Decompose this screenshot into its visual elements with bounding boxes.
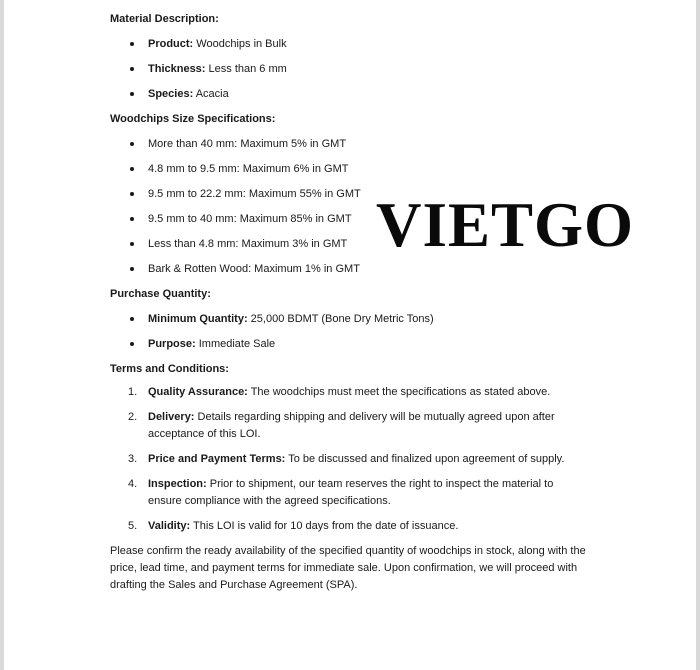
item-label: Minimum Quantity: (148, 313, 248, 325)
list-item (110, 476, 590, 510)
item-text: To be discussed and finalized upon agreement of supply. (285, 453, 565, 465)
list-item: More than 40 mm: Maximum 5% in GMT (110, 134, 590, 159)
list-item (110, 59, 590, 84)
list-item (110, 34, 590, 59)
item-label: Price and Payment Terms: (148, 453, 286, 465)
list-item (110, 84, 590, 109)
purchase-list (110, 309, 590, 359)
section-heading-terms: Terms and Conditions: (110, 363, 229, 375)
list-item (110, 309, 590, 334)
item-number: 2. (128, 411, 138, 423)
list-item (110, 451, 590, 468)
list-item: 9.5 mm to 22.2 mm: Maximum 55% in GMT (110, 184, 590, 209)
item-label: Validity: (148, 520, 191, 532)
document-body (110, 9, 590, 605)
item-text: Prior to shipment, our team reserves the right to inspect the material to ensure compliance with the agreed specifications. (148, 478, 554, 507)
section-heading-purchase: Purchase Quantity: (110, 288, 211, 300)
item-text: Details regarding shipping and delivery will be mutually agreed upon after acceptance of this LOI. (148, 411, 555, 440)
list-item: 9.5 mm to 40 mm: Maximum 85% in GMT (110, 209, 590, 234)
item-label: Quality Assurance: (148, 386, 248, 398)
item-label: Species: (148, 88, 194, 100)
list-item (110, 334, 590, 359)
item-text: Less than 6 mm (205, 63, 287, 75)
section-heading-material: Material Description: (110, 13, 219, 25)
item-label: Delivery: (148, 411, 195, 423)
item-label: Inspection: (148, 478, 207, 490)
item-label: Product: (148, 38, 194, 50)
item-number: 1. (128, 386, 138, 398)
item-text: 25,000 BDMT (Bone Dry Metric Tons) (247, 313, 434, 325)
item-text: Acacia (193, 88, 229, 100)
list-item (110, 409, 590, 443)
item-label: Purpose: (148, 338, 196, 350)
item-text: This LOI is valid for 10 days from the date of issuance. (190, 520, 459, 532)
page-edge-left (0, 0, 4, 670)
item-number: 3. (128, 453, 138, 465)
item-label: Thickness: (148, 63, 206, 75)
item-text: The woodchips must meet the specifications as stated above. (247, 386, 551, 398)
list-item (110, 518, 590, 535)
page-edge-right (696, 0, 700, 670)
list-item: Bark & Rotten Wood: Maximum 1% in GMT (110, 259, 590, 284)
material-list (110, 34, 590, 109)
item-number: 4. (128, 478, 138, 490)
list-item: 4.8 mm to 9.5 mm: Maximum 6% in GMT (110, 159, 590, 184)
vietgo-watermark: VIETGO (376, 190, 635, 260)
item-text: Immediate Sale (195, 338, 276, 350)
list-item: Less than 4.8 mm: Maximum 3% in GMT (110, 234, 590, 259)
terms-list (110, 384, 590, 535)
section-heading-size: Woodchips Size Specifications: (110, 113, 276, 125)
item-number: 5. (128, 520, 138, 532)
closing-paragraph: Please confirm the ready availability of the specified quantity of woodchips in stock, along with the price, lead time, and payment terms for immediate sale. Upon confirmation, we will proceed with drafting the Sales and Purchase Agreement (SPA). (110, 545, 586, 591)
item-text: Woodchips in Bulk (193, 38, 287, 50)
list-item (110, 384, 590, 401)
